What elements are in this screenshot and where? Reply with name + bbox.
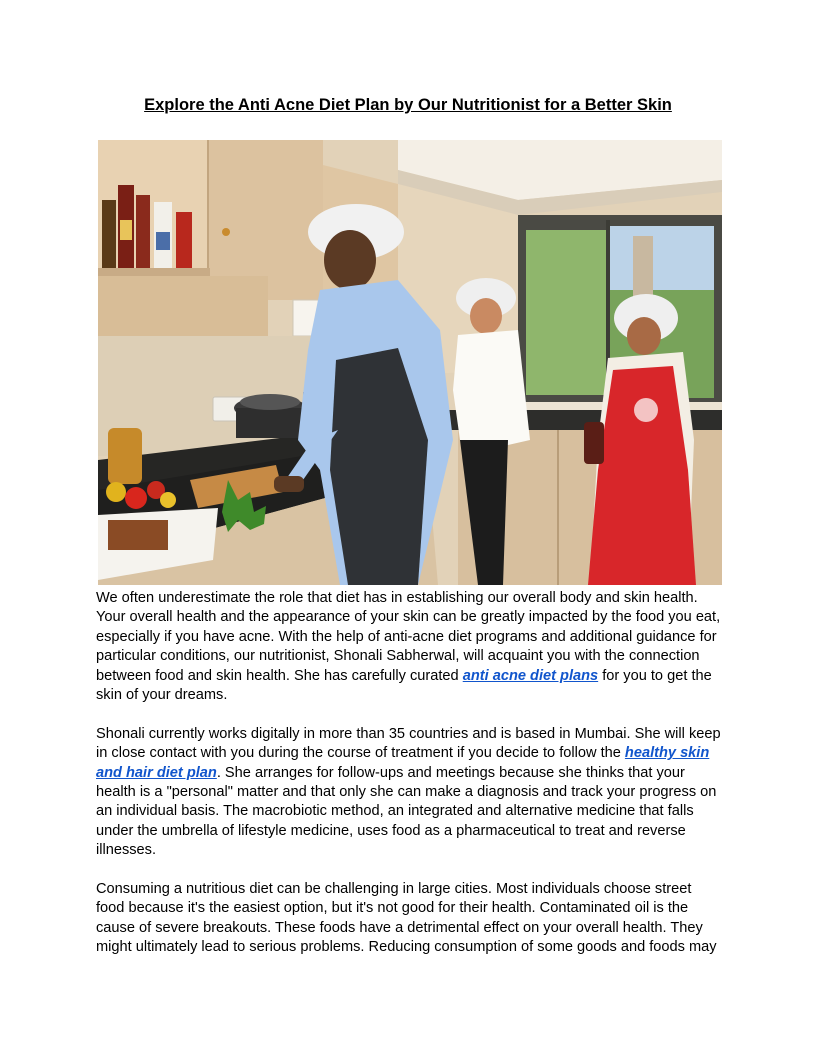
article-body bbox=[96, 589, 722, 977]
document-title: Explore the Anti Acne Diet Plan by Our Nutritionist for a Better Skin bbox=[144, 96, 672, 114]
paragraph-1: We often underestimate the role that diet has in establishing our overall body and skin health. Your overall health and the appearance of your skin can be greatly impacted by the food you eat, especially if you have acne. With the help of anti-acne diet programs and additional guidance for particular conditions, our nutritionist, Shonali Sabherwal, will acquaint you with the connection between food and skin health. She has carefully curated anti acne diet plans for you to get the skin of your dreams. bbox=[96, 590, 721, 704]
paragraph-3: Consuming a nutritious diet can be challenging in large cities. Most individuals choose street food because it's the easiest option, but it's not good for their health. Contaminated oil is the cause of severe breakouts. These foods have a detrimental effect on your overall health. They might ultimately lead to serious problems. Reducing consumption of some goods and foods may bbox=[96, 881, 717, 956]
healthy-skin-hair-diet-plan-link[interactable]: healthy skin and hair diet plan bbox=[96, 745, 710, 781]
kitchen-photo bbox=[98, 140, 722, 585]
paragraph-2: Shonali currently works digitally in more than 35 countries and is based in Mumbai. She will keep in close contact with you during the course of treatment if you decide to follow the healthy skin and hair diet plan. She arranges for follow-ups and meetings because she thinks that your health is a "personal" matter and that only she can make a diagnosis and track your progress on an individual basis. The macrobiotic method, an integrated and alternative medicine that falls under the umbrella of lifestyle medicine, uses food as a pharmaceutical to treat and reverse illnesses. bbox=[96, 725, 721, 859]
anti-acne-diet-plans-link[interactable]: anti acne diet plans bbox=[462, 667, 599, 684]
